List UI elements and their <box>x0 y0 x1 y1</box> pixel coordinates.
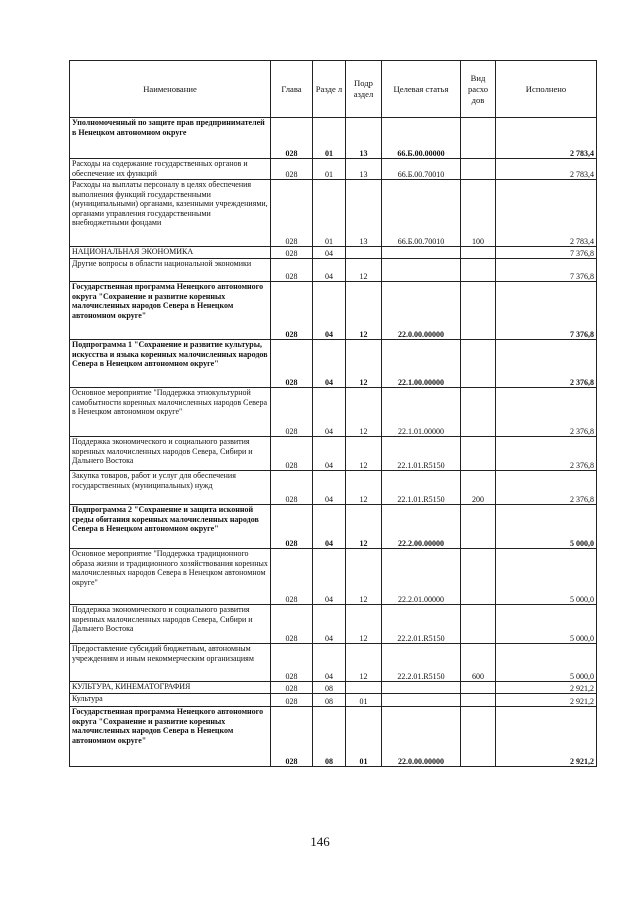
row-glava: 028 <box>271 159 313 180</box>
row-podrazdel: 13 <box>346 180 382 247</box>
row-podrazdel: 12 <box>346 259 382 282</box>
table-row <box>70 159 597 180</box>
row-podrazdel: 12 <box>346 605 382 644</box>
row-vid <box>461 159 496 180</box>
header-podrazdel: Подр аздел <box>346 61 382 118</box>
row-glava: 028 <box>271 388 313 437</box>
row-statya: 22.1.01.R5150 <box>382 471 461 505</box>
row-razdel: 04 <box>313 388 346 437</box>
row-glava: 028 <box>271 247 313 259</box>
row-razdel: 04 <box>313 505 346 549</box>
row-name: НАЦИОНАЛЬНАЯ ЭКОНОМИКА <box>70 247 271 259</box>
row-statya: 22.2.01.R5150 <box>382 605 461 644</box>
row-vid: 600 <box>461 644 496 682</box>
row-podrazdel: 13 <box>346 118 382 159</box>
row-ispolneno: 5 000,0 <box>496 644 597 682</box>
table-row <box>70 259 597 282</box>
row-name: Предоставление субсидий бюджетным, автономным учреждениям и иным некоммерческим организациям <box>70 644 271 682</box>
table-header-row <box>70 61 597 118</box>
row-glava: 028 <box>271 471 313 505</box>
budget-table <box>69 60 597 767</box>
row-name: Поддержка экономического и социального развития коренных малочисленных народов Севера, Сибири и Дальнего Востока <box>70 437 271 471</box>
row-ispolneno: 2 376,8 <box>496 388 597 437</box>
row-ispolneno: 2 783,4 <box>496 159 597 180</box>
row-vid: 200 <box>461 471 496 505</box>
row-statya: 22.2.01.R5150 <box>382 644 461 682</box>
table-row <box>70 605 597 644</box>
row-vid <box>461 118 496 159</box>
table-row <box>70 180 597 247</box>
table-row <box>70 682 597 694</box>
row-ispolneno: 2 376,8 <box>496 437 597 471</box>
row-name: Государственная программа Ненецкого автономного округа "Сохранение и развитие коренных малочисленных народов Севера в Ненецком автономном округе" <box>70 707 271 767</box>
row-razdel: 04 <box>313 605 346 644</box>
row-glava: 028 <box>271 707 313 767</box>
row-razdel: 01 <box>313 118 346 159</box>
table-row <box>70 437 597 471</box>
row-statya: 22.2.01.00000 <box>382 549 461 605</box>
row-glava: 028 <box>271 682 313 694</box>
row-glava: 028 <box>271 259 313 282</box>
header-razdel: Разде л <box>313 61 346 118</box>
table-row <box>70 644 597 682</box>
row-name: Другие вопросы в области национальной экономики <box>70 259 271 282</box>
header-name: Наименование <box>70 61 271 118</box>
row-name: Поддержка экономического и социального развития коренных малочисленных народов Севера, Сибири и Дальнего Востока <box>70 605 271 644</box>
table-row <box>70 549 597 605</box>
row-vid <box>461 282 496 340</box>
row-glava: 028 <box>271 549 313 605</box>
table-row <box>70 471 597 505</box>
row-razdel: 08 <box>313 694 346 707</box>
row-ispolneno: 2 376,8 <box>496 340 597 388</box>
row-razdel: 04 <box>313 247 346 259</box>
row-glava: 028 <box>271 694 313 707</box>
row-ispolneno: 2 376,8 <box>496 471 597 505</box>
row-vid <box>461 707 496 767</box>
row-ispolneno: 7 376,8 <box>496 282 597 340</box>
row-statya: 22.1.00.00000 <box>382 340 461 388</box>
row-podrazdel <box>346 682 382 694</box>
header-glava: Глава <box>271 61 313 118</box>
row-ispolneno: 2 921,2 <box>496 707 597 767</box>
row-podrazdel: 01 <box>346 694 382 707</box>
table-row <box>70 247 597 259</box>
row-ispolneno: 2 783,4 <box>496 118 597 159</box>
row-razdel: 08 <box>313 707 346 767</box>
row-name: Расходы на содержание государственных органов и обеспечение их функций <box>70 159 271 180</box>
row-razdel: 04 <box>313 549 346 605</box>
row-statya: 22.0.00.00000 <box>382 707 461 767</box>
row-podrazdel: 01 <box>346 707 382 767</box>
row-glava: 028 <box>271 644 313 682</box>
row-ispolneno: 7 376,8 <box>496 247 597 259</box>
table-row <box>70 282 597 340</box>
row-name: Подпрограмма 2 "Сохранение и защита исконной среды обитания коренных малочисленных народов Севера в Ненецком автономном округе" <box>70 505 271 549</box>
row-podrazdel: 12 <box>346 388 382 437</box>
row-vid: 100 <box>461 180 496 247</box>
row-ispolneno: 2 783,4 <box>496 180 597 247</box>
row-razdel: 04 <box>313 340 346 388</box>
row-razdel: 04 <box>313 282 346 340</box>
row-ispolneno: 5 000,0 <box>496 505 597 549</box>
row-name: Расходы на выплаты персоналу в целях обеспечения выполнения функций государственными (муниципальными) органами, казенными учреждениями, органами управления государственными внебюджетными фондами <box>70 180 271 247</box>
row-name: Основное мероприятие "Поддержка этнокультурной самобытности коренных малочисленных народов Севера в Ненецком автономном округе" <box>70 388 271 437</box>
table-row <box>70 388 597 437</box>
row-vid <box>461 247 496 259</box>
row-statya: 22.1.01.00000 <box>382 388 461 437</box>
row-podrazdel: 12 <box>346 282 382 340</box>
row-statya: 22.1.01.R5150 <box>382 437 461 471</box>
row-glava: 028 <box>271 118 313 159</box>
row-name: Подпрограмма 1 "Сохранение и развитие культуры, искусства и языка коренных малочисленных народов Севера в Ненецком автономном округе" <box>70 340 271 388</box>
row-ispolneno: 2 921,2 <box>496 682 597 694</box>
row-glava: 028 <box>271 180 313 247</box>
row-vid <box>461 388 496 437</box>
page-number: 146 <box>310 834 330 849</box>
table-row <box>70 505 597 549</box>
table-row <box>70 694 597 707</box>
row-vid <box>461 694 496 707</box>
table-row <box>70 707 597 767</box>
row-name: Культура <box>70 694 271 707</box>
row-ispolneno: 5 000,0 <box>496 549 597 605</box>
header-vid: Вид расхо дов <box>461 61 496 118</box>
row-glava: 028 <box>271 282 313 340</box>
row-statya: 22.2.00.00000 <box>382 505 461 549</box>
row-name: Государственная программа Ненецкого автономного округа "Сохранение и развитие коренных малочисленных народов Севера в Ненецком автономном округе" <box>70 282 271 340</box>
table-body <box>70 118 597 767</box>
row-glava: 028 <box>271 437 313 471</box>
row-statya <box>382 694 461 707</box>
row-razdel: 01 <box>313 180 346 247</box>
row-name: КУЛЬТУРА, КИНЕМАТОГРАФИЯ <box>70 682 271 694</box>
row-ispolneno: 7 376,8 <box>496 259 597 282</box>
row-razdel: 08 <box>313 682 346 694</box>
table-row <box>70 118 597 159</box>
row-glava: 028 <box>271 340 313 388</box>
row-podrazdel: 12 <box>346 549 382 605</box>
row-ispolneno: 5 000,0 <box>496 605 597 644</box>
row-vid <box>461 682 496 694</box>
header-statya: Целевая статья <box>382 61 461 118</box>
row-podrazdel <box>346 247 382 259</box>
row-podrazdel: 12 <box>346 340 382 388</box>
row-podrazdel: 13 <box>346 159 382 180</box>
row-statya <box>382 247 461 259</box>
table-row <box>70 340 597 388</box>
row-razdel: 04 <box>313 471 346 505</box>
row-razdel: 04 <box>313 644 346 682</box>
row-statya: 66.Б.00.00000 <box>382 118 461 159</box>
row-statya <box>382 259 461 282</box>
row-name: Уполномоченный по защите прав предпринимателей в Ненецком автономном округе <box>70 118 271 159</box>
row-razdel: 04 <box>313 437 346 471</box>
row-glava: 028 <box>271 605 313 644</box>
row-statya <box>382 682 461 694</box>
row-vid <box>461 259 496 282</box>
row-statya: 66.Б.00.70010 <box>382 180 461 247</box>
row-vid <box>461 605 496 644</box>
row-vid <box>461 340 496 388</box>
row-statya: 22.0.00.00000 <box>382 282 461 340</box>
row-razdel: 04 <box>313 259 346 282</box>
row-name: Основное мероприятие "Поддержка традиционного образа жизни и традиционного хозяйствования коренных малочисленных народов Севера в Ненецком автономном округе" <box>70 549 271 605</box>
row-ispolneno: 2 921,2 <box>496 694 597 707</box>
row-statya: 66.Б.00.70010 <box>382 159 461 180</box>
row-vid <box>461 549 496 605</box>
row-podrazdel: 12 <box>346 437 382 471</box>
row-podrazdel: 12 <box>346 505 382 549</box>
row-vid <box>461 437 496 471</box>
row-razdel: 01 <box>313 159 346 180</box>
row-vid <box>461 505 496 549</box>
row-glava: 028 <box>271 505 313 549</box>
row-name: Закупка товаров, работ и услуг для обеспечения государственных (муниципальных) нужд <box>70 471 271 505</box>
row-podrazdel: 12 <box>346 644 382 682</box>
row-podrazdel: 12 <box>346 471 382 505</box>
header-ispolneno: Исполнено <box>496 61 597 118</box>
